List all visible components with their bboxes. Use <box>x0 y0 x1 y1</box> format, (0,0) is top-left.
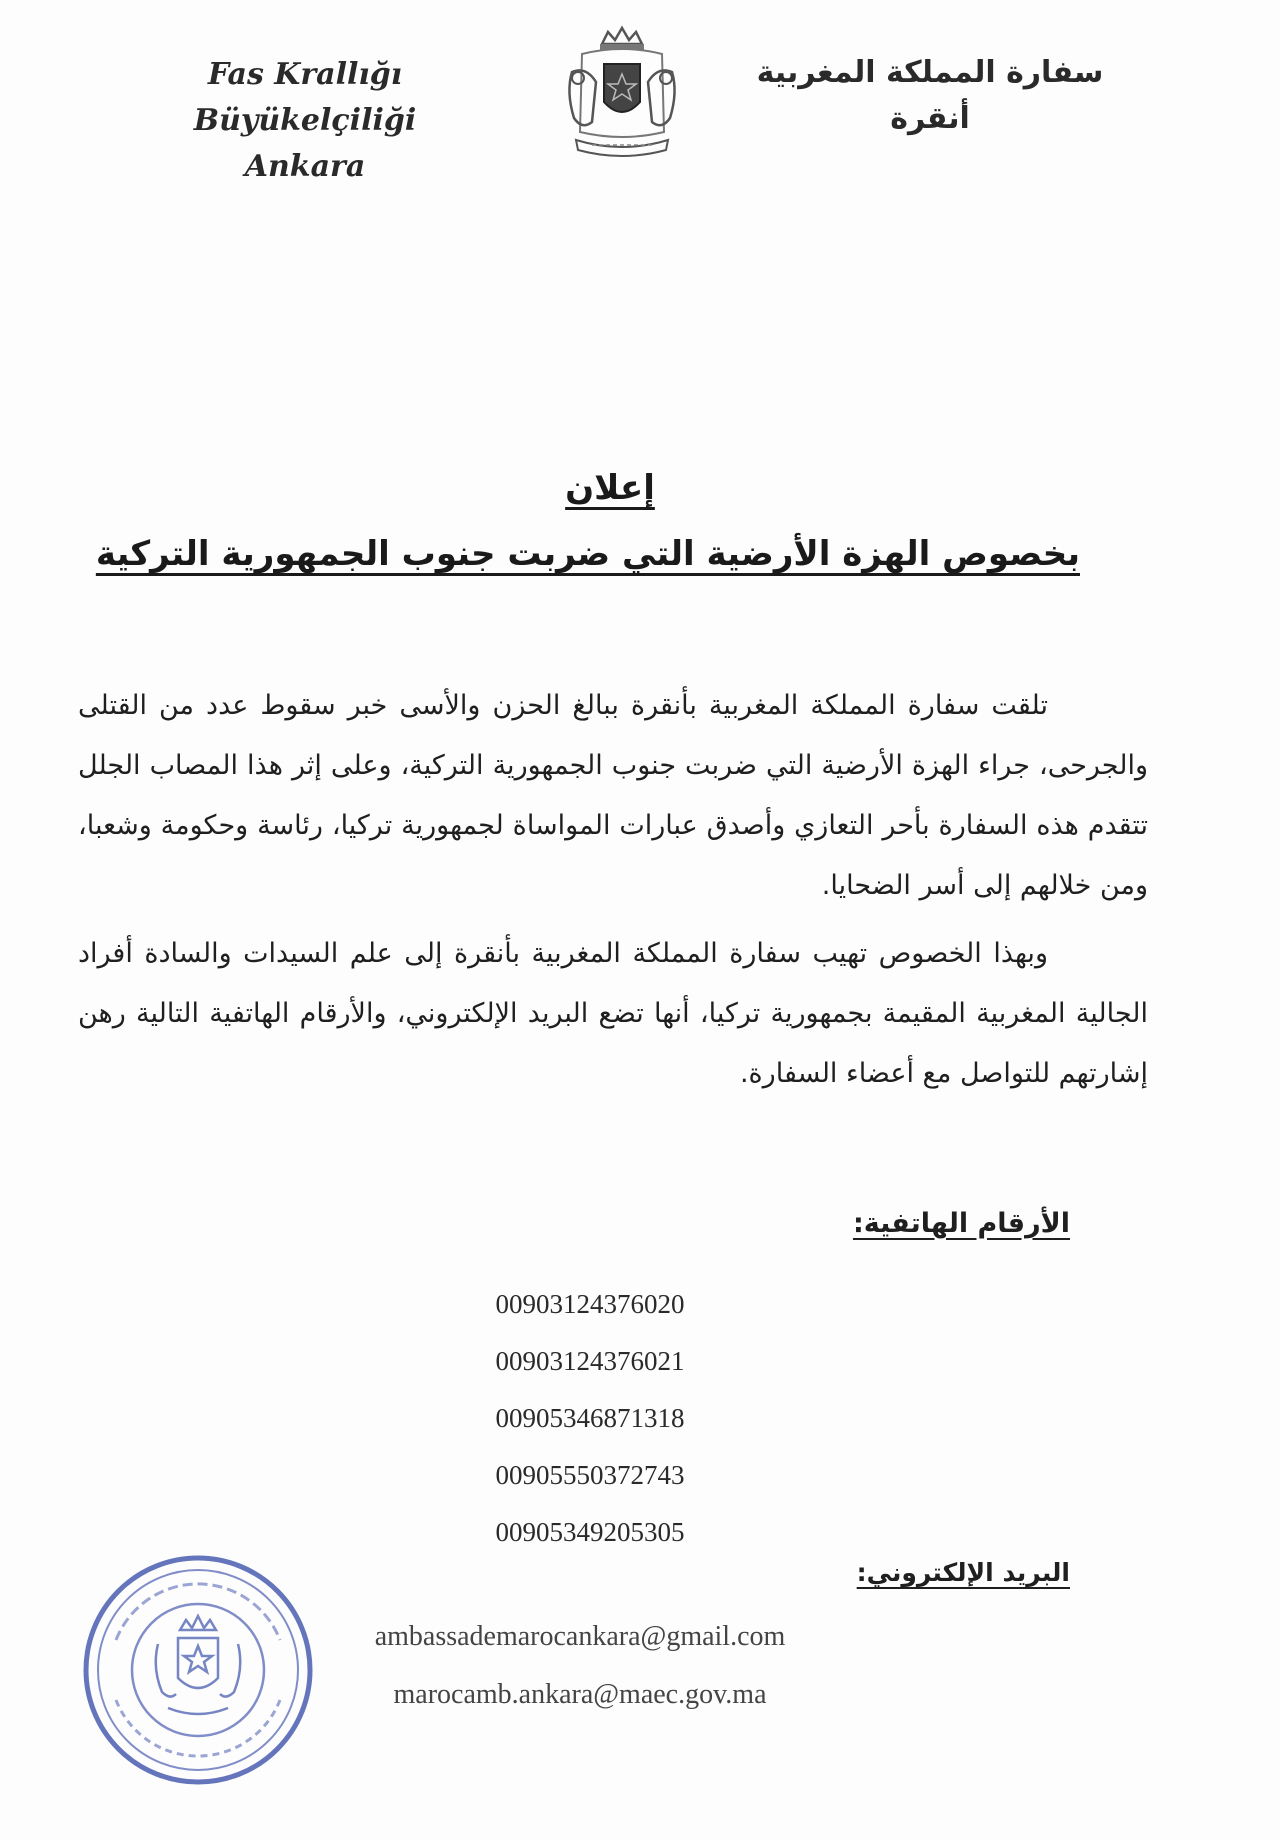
phone-number: 00903124376021 <box>495 1346 685 1376</box>
email-address: marocamb.ankara@maec.gov.ma <box>393 1679 767 1710</box>
letterhead-turkish-line1: Fas Krallığı Büyükelçiliği <box>193 57 417 138</box>
letterhead-turkish-line2: Ankara <box>244 149 366 184</box>
body-paragraph-2: وبهذا الخصوص تهيب سفارة المملكة المغربية بأنقرة إلى علم السيدات والسادة أفراد الجالية المغربية المقيمة بجمهورية تركيا، أنها تضع البريد الإلكتروني، والأرقام الهاتفية التالية رهن إشارتهم للتواصل مع أعضاء السفارة. <box>78 938 1148 1089</box>
title-subject: بخصوص الهزة الأرضية التي ضربت جنوب الجمهورية التركية <box>95 534 1080 574</box>
phone-list <box>430 1276 750 1561</box>
email-address: ambassademarocankara@gmail.com <box>374 1621 786 1652</box>
phone-number: 00905550372743 <box>495 1460 685 1490</box>
letterhead-arabic-line2: أنقرة <box>890 101 970 136</box>
coat-of-arms-icon <box>552 22 692 162</box>
letterhead-arabic-line1: سفارة المملكة المغربية <box>756 55 1104 90</box>
body-paragraph-1: تلقت سفارة المملكة المغربية بأنقرة ببالغ الحزن والأسى خبر سقوط عدد من القتلى والجرحى، جراء الهزة الأرضية التي ضربت جنوب الجمهورية التركية، وعلى إثر هذا المصاب الجلل تتقدم هذه السفارة بأحر التعازي وأصدق عبارات المواساة لجمهورية تركيا، رئاسة وحكومة وشعبا، ومن خلالهم إلى أسر الضحايا. <box>78 690 1148 901</box>
phone-number: 00905346871318 <box>495 1403 685 1433</box>
phones-heading: الأرقام الهاتفية: <box>852 1208 1070 1239</box>
title-announcement: إعلان <box>565 468 655 508</box>
letterhead-turkish <box>95 52 515 190</box>
letterhead-arabic <box>720 50 1140 142</box>
embassy-stamp-icon <box>76 1548 320 1792</box>
announcement-body <box>78 676 1148 1104</box>
email-heading: البريد الإلكتروني: <box>856 1558 1070 1587</box>
announcement-title <box>95 462 1080 580</box>
email-list <box>330 1608 830 1724</box>
phone-number: 00905349205305 <box>495 1517 685 1547</box>
phone-number: 00903124376020 <box>495 1289 685 1319</box>
